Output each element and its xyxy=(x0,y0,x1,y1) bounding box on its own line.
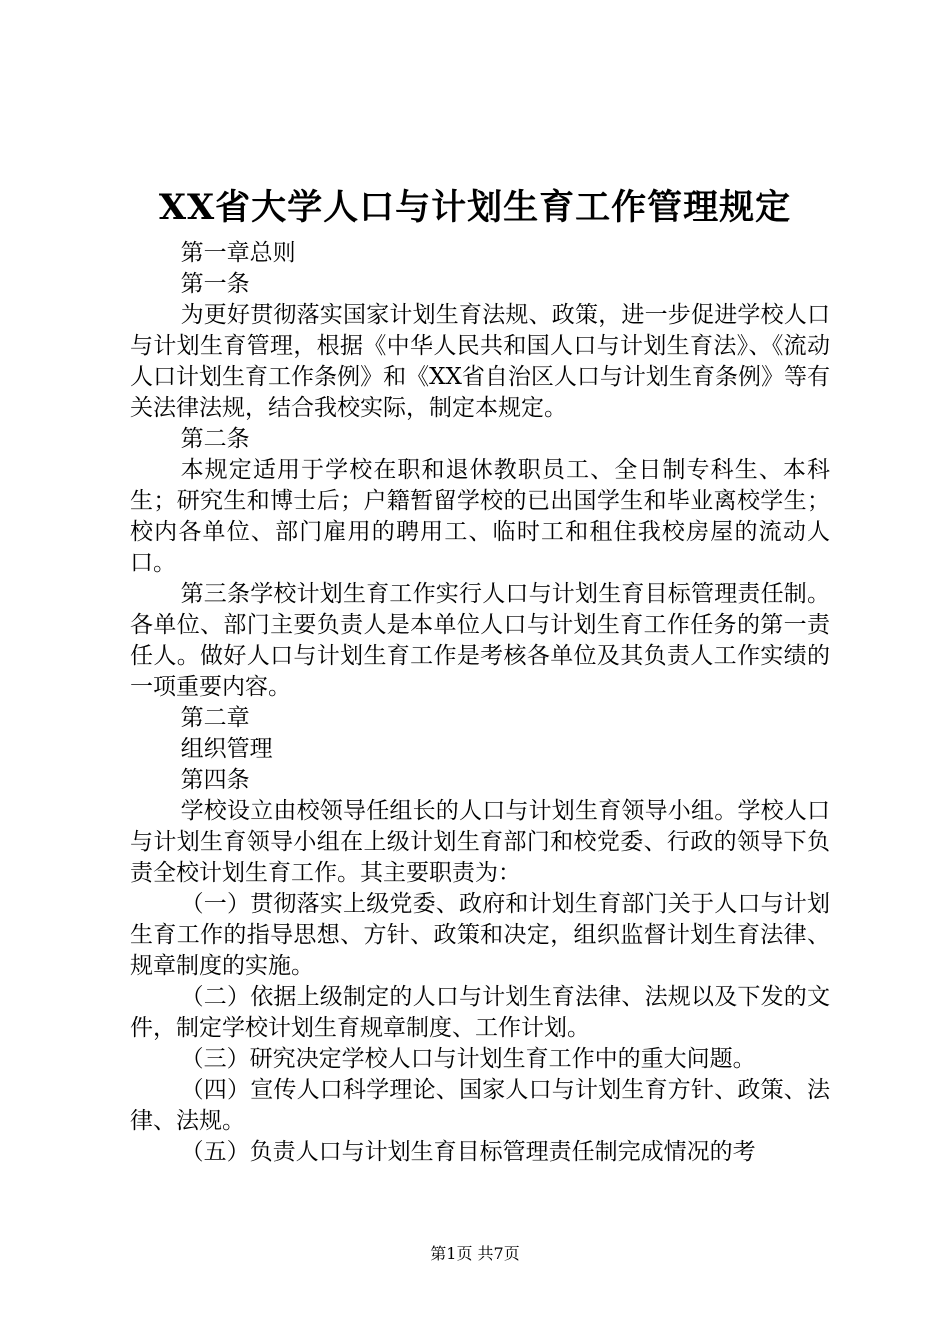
list-item: （五）负责人口与计划生育目标管理责任制完成情况的考 xyxy=(180,1139,756,1165)
article-heading: 第二条 xyxy=(180,426,250,452)
list-item: （三）研究决定学校人口与计划生育工作中的重大问题。 xyxy=(180,1046,756,1072)
list-item: （一）贯彻落实上级党委、政府和计划生育部门关于人口与计划生育工作的指导思想、方针、政策和决定，组织监督计划生育法律、规章制度的实施。 xyxy=(130,891,830,979)
article-heading: 第一条 xyxy=(180,271,250,297)
paragraph: 第三条学校计划生育工作实行人口与计划生育目标管理责任制。各单位、部门主要负责人是本单位人口与计划生育工作任务的第一责任人。做好人口与计划生育工作是考核各单位及其负责人工作实绩的一项重要内容。 xyxy=(130,581,830,700)
paragraph: 为更好贯彻落实国家计划生育法规、政策，进一步促进学校人口与计划生育管理，根据《中华人民共和国人口与计划生育法》、《流动人口计划生育工作条例》和《XX省自治区人口与计划生育条例》等有关法律法规，结合我校实际，制定本规定。 xyxy=(130,302,830,421)
document-body xyxy=(130,238,830,1168)
document-title: XX省大学人口与计划生育工作管理规定 xyxy=(158,187,792,228)
chapter-heading: 第二章 xyxy=(180,705,250,731)
paragraph: 本规定适用于学校在职和退休教职员工、全日制专科生、本科生；研究生和博士后；户籍暂留学校的已出国学生和毕业离校学生；校内各单位、部门雇用的聘用工、临时工和租住我校房屋的流动人口。 xyxy=(130,457,830,576)
page-footer: 第1页 共7页 xyxy=(430,1244,520,1263)
chapter-heading: 第一章总则 xyxy=(180,240,296,266)
article-heading: 第四条 xyxy=(180,767,250,793)
paragraph: 学校设立由校领导任组长的人口与计划生育领导小组。学校人口与计划生育领导小组在上级计划生育部门和校党委、行政的领导下负责全校计划生育工作。其主要职责为： xyxy=(130,798,830,886)
list-item: （四）宣传人口科学理论、国家人口与计划生育方针、政策、法律、法规。 xyxy=(130,1077,830,1134)
chapter-subheading: 组织管理 xyxy=(180,736,273,762)
list-item: （二）依据上级制定的人口与计划生育法律、法规以及下发的文件，制定学校计划生育规章制度、工作计划。 xyxy=(130,984,830,1041)
